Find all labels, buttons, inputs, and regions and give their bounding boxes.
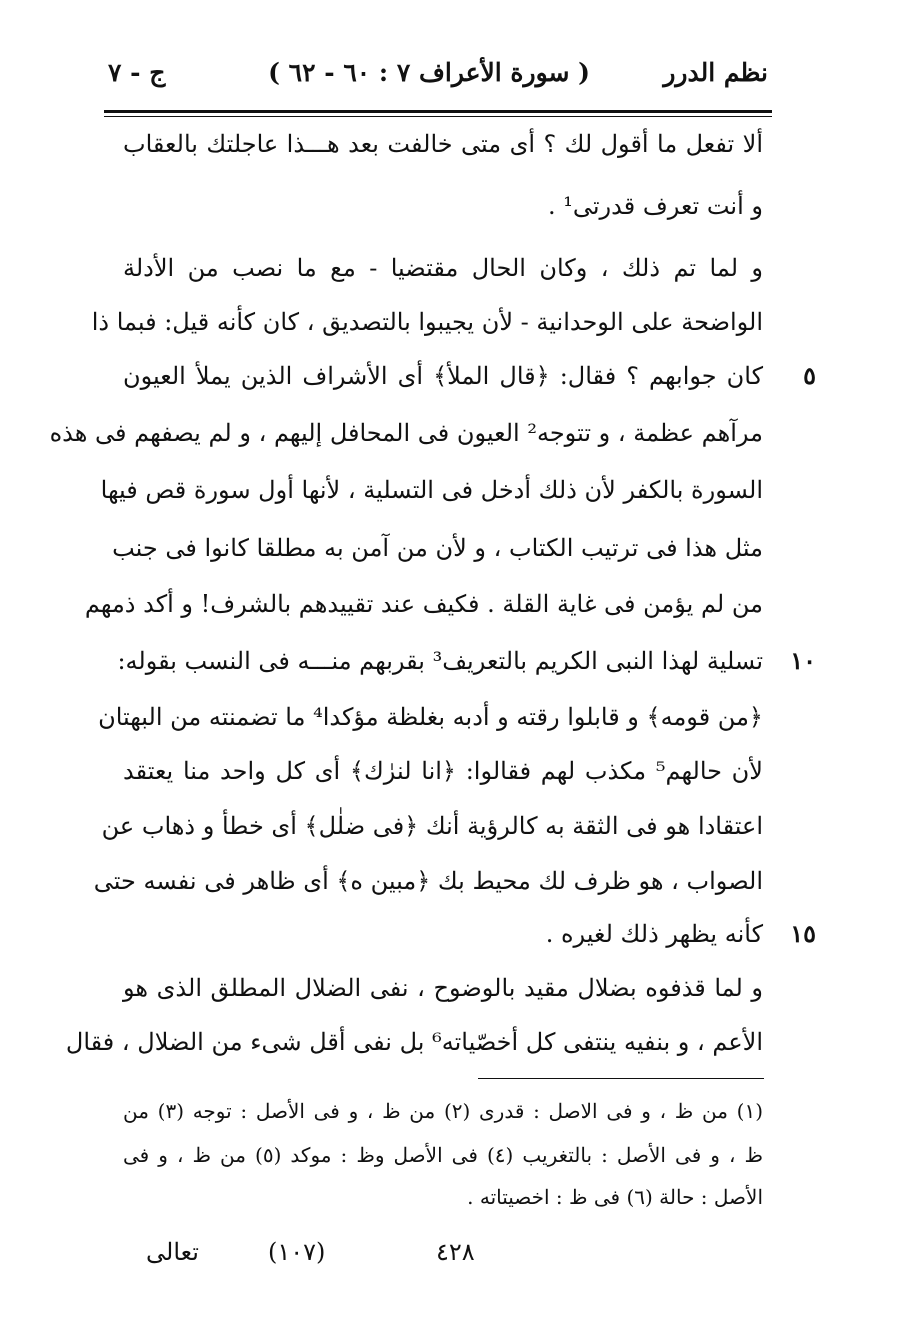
footnote-line-2: ظ ، و فى الأصل : بالتغريب (٤) فى الأصل وظ : موكد (٥) من ظ ، و فى	[123, 1143, 764, 1167]
text-line-15: كأنه يظهر ذلك لغيره .	[545, 920, 763, 948]
text-line-16: و لما قذفوه بضلال مقيد بالوضوح ، نفى الضلال المطلق الذى هو	[123, 974, 763, 1002]
text-line-4: الواضحة على الوحدانية - لأن يجيبوا بالتصديق ، كان كأنه قيل: فبما ذا	[91, 308, 763, 336]
line-number-15: ١٥	[790, 919, 816, 948]
line-number-5: ٥	[803, 361, 816, 390]
volume-label: ج - ٧	[108, 58, 166, 87]
footnote-line-1: (١) من ظ ، و فى الاصل : قدرى (٢) من ظ ، و فى الأصل : توجه (٣) من	[123, 1099, 763, 1123]
line-number-10: ١٠	[790, 646, 816, 675]
header-rule-thin	[104, 116, 772, 117]
text-line-1: ألا تفعل ما أقول لك ؟ أى متى خالفت بعد هـــذا عاجلتك بالعقاب	[123, 130, 763, 158]
surah-range: ( سورة الأعراف ٧ : ٦٠ - ٦٢ )	[268, 58, 590, 87]
footnote-line-3: الأصل : حالة (٦) فى ظ : اخصيتاته .	[467, 1185, 763, 1209]
text-line-13: اعتقادا هو فى الثقة به كالرؤية أنك ﴿فى ضلٰل﴾ أى خطأ و ذهاب عن	[101, 812, 763, 840]
text-line-14: الصواب ، هو ظرف لك محيط بك ﴿مبين ه﴾ أى ظاهر فى نفسه حتى	[93, 867, 763, 895]
text-line-3: و لما تم ذلك ، وكان الحال مقتضيا - مع ما نصب من الأدلة	[123, 254, 764, 282]
text-line-12: لأن حالهم⁵ مكذب لهم فقالوا: ﴿انا لنرٰك﴾ أى كل واحد منا يعتقد	[123, 757, 763, 785]
text-line-7: السورة بالكفر لأن ذلك أدخل فى التسلية ، لأنها أول سورة قص فيها	[100, 476, 763, 504]
book-title: نظم الدرر	[663, 58, 768, 87]
text-line-2: و أنت تعرف قدرتى¹ .	[547, 192, 763, 220]
running-header	[108, 58, 768, 102]
text-line-10: تسلية لهذا النبى الكريم بالتعريف³ بقربهم منـــه فى النسب بقوله:	[117, 647, 763, 675]
part-number: (١٠٧)	[268, 1238, 326, 1266]
header-rule-thick	[104, 110, 772, 113]
text-line-17: الأعم ، و بنفيه ينتفى كل أخصّياته⁶ بل نفى أقل شىء من الضلال ، فقال	[65, 1028, 763, 1056]
text-line-8: مثل هذا فى ترتيب الكتاب ، و لأن من آمن به مطلقا كانوا فى جنب	[112, 534, 763, 562]
footnote-rule	[478, 1078, 764, 1079]
text-line-11: ﴿من قومه﴾ و قابلوا رقته و أدبه بغلظة مؤكدا⁴ ما تضمنته من البهتان	[98, 703, 763, 731]
text-line-9: من لم يؤمن فى غاية القلة . فكيف عند تقييدهم بالشرف! و أكد ذمهم	[84, 590, 763, 618]
page-number: ٤٢٨	[436, 1238, 475, 1266]
catchword: تعالى	[146, 1238, 199, 1266]
text-line-6: مرآهم عظمة ، و تتوجه² العيون فى المحافل إليهم ، و لم يصفهم فى هذه	[49, 419, 763, 447]
text-line-5: كان جوابهم ؟ فقال: ﴿قال الملأ﴾ أى الأشراف الذين يملأ العيون	[123, 362, 763, 390]
